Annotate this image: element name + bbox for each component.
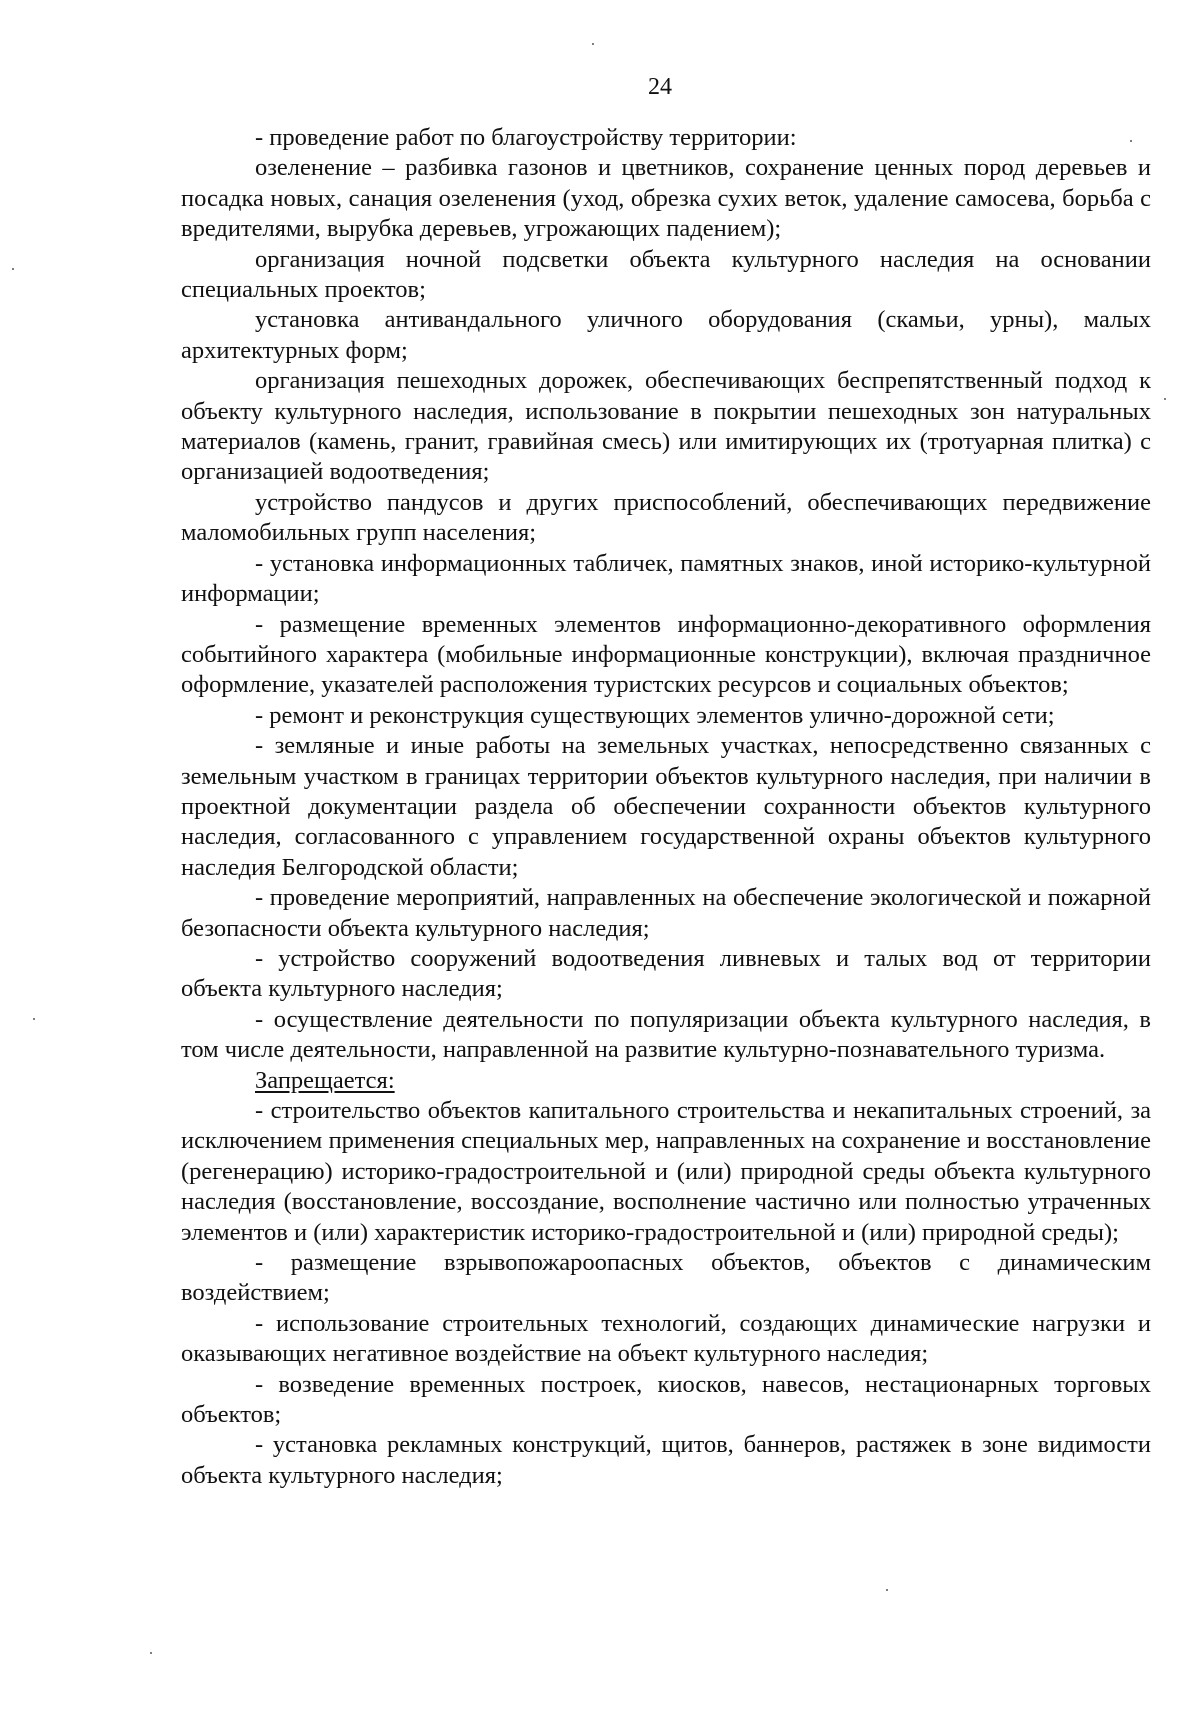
paragraph: озеленение – разбивка газонов и цветников, сохранение ценных пород деревьев и посадка новых, санация озеленения (уход, обрезка сухих веток, удаление самосева, борьба с вредителями, вырубка деревьев, угрожающих падением); xyxy=(181,154,1151,243)
prohibited-item: - установка рекламных конструкций, щитов, баннеров, растяжек в зоне видимости объекта культурного наследия; xyxy=(181,1431,1151,1489)
scan-speck xyxy=(150,1652,152,1654)
prohibited-heading: Запрещается: xyxy=(255,1066,395,1094)
prohibited-item: - строительство объектов капитального строительства и некапитальных строений, за исключением применения специальных мер, направленных на сохранение и восстановление (регенерацию) историко-градостроительной и (или) природной среды объекта культурного наследия (восстановление, воссоздание, восполнение частично или полностью утраченных элементов и (или) характеристик историко-градостроительной и (или) природной среды); xyxy=(181,1097,1151,1246)
prohibited-heading-line xyxy=(181,1066,1151,1096)
scan-speck xyxy=(592,43,594,45)
prohibited-item: - возведение временных построек, киосков, навесов, нестационарных торговых объектов; xyxy=(181,1370,1151,1429)
paragraph: - установка информационных табличек, памятных знаков, иной историко-культурной информации; xyxy=(181,549,1151,608)
scan-speck xyxy=(12,268,14,270)
paragraph: - проведение мероприятий, направленных на обеспечение экологической и пожарной безопасности объекта культурного наследия; xyxy=(181,884,1151,942)
scan-speck xyxy=(1164,398,1166,400)
page-number: 24 xyxy=(648,74,672,100)
paragraph: устройство пандусов и других приспособлений, обеспечивающих передвижение маломобильных групп населения; xyxy=(181,488,1151,547)
paragraph: установка антивандального уличного оборудования (скамьи, урны), малых архитектурных форм; xyxy=(181,306,1151,364)
paragraph: - ремонт и реконструкция существующих элементов улично-дорожной сети; xyxy=(255,701,1055,729)
paragraph: организация ночной подсветки объекта культурного наследия на основании специальных проектов; xyxy=(181,245,1151,304)
prohibited-item: - размещение взрывопожароопасных объектов, объектов с динамическим воздействием; xyxy=(181,1249,1151,1307)
paragraph: - устройство сооружений водоотведения ливневых и талых вод от территории объекта культурного наследия; xyxy=(181,944,1151,1003)
scan-speck xyxy=(33,1018,35,1020)
scan-speck xyxy=(886,1589,888,1591)
paragraph: - земляные и иные работы на земельных участках, непосредственно связанных с земельным участком в границах территории объектов культурного наследия, при наличии в проектной документации раздела об обеспечении сохранности объектов культурного наследия, согласованного с управлением государственной охраны объектов культурного наследия Белгородской области; xyxy=(181,732,1151,881)
document-body xyxy=(181,123,1151,1491)
prohibited-item: - использование строительных технологий, создающих динамические нагрузки и оказывающих негативное воздействие на объект культурного наследия; xyxy=(181,1309,1151,1368)
paragraph: - размещение временных элементов информационно-декоративного оформления событийного характера (мобильные информационные конструкции), включая праздничное оформление, указателей расположения туристских ресурсов и социальных объектов; xyxy=(181,610,1151,699)
paragraph: организация пешеходных дорожек, обеспечивающих беспрепятственный подход к объекту культурного наследия, использование в покрытии пешеходных зон натуральных материалов (камень, гранит, гравийная смесь) или имитирующих их (тротуарная плитка) с организацией водоотведения; xyxy=(181,367,1151,486)
paragraph: - проведение работ по благоустройству территории: xyxy=(255,124,797,151)
paragraph: - осуществление деятельности по популяризации объекта культурного наследия, в том числе деятельности, направленной на развитие культурно-познавательного туризма. xyxy=(181,1005,1151,1064)
